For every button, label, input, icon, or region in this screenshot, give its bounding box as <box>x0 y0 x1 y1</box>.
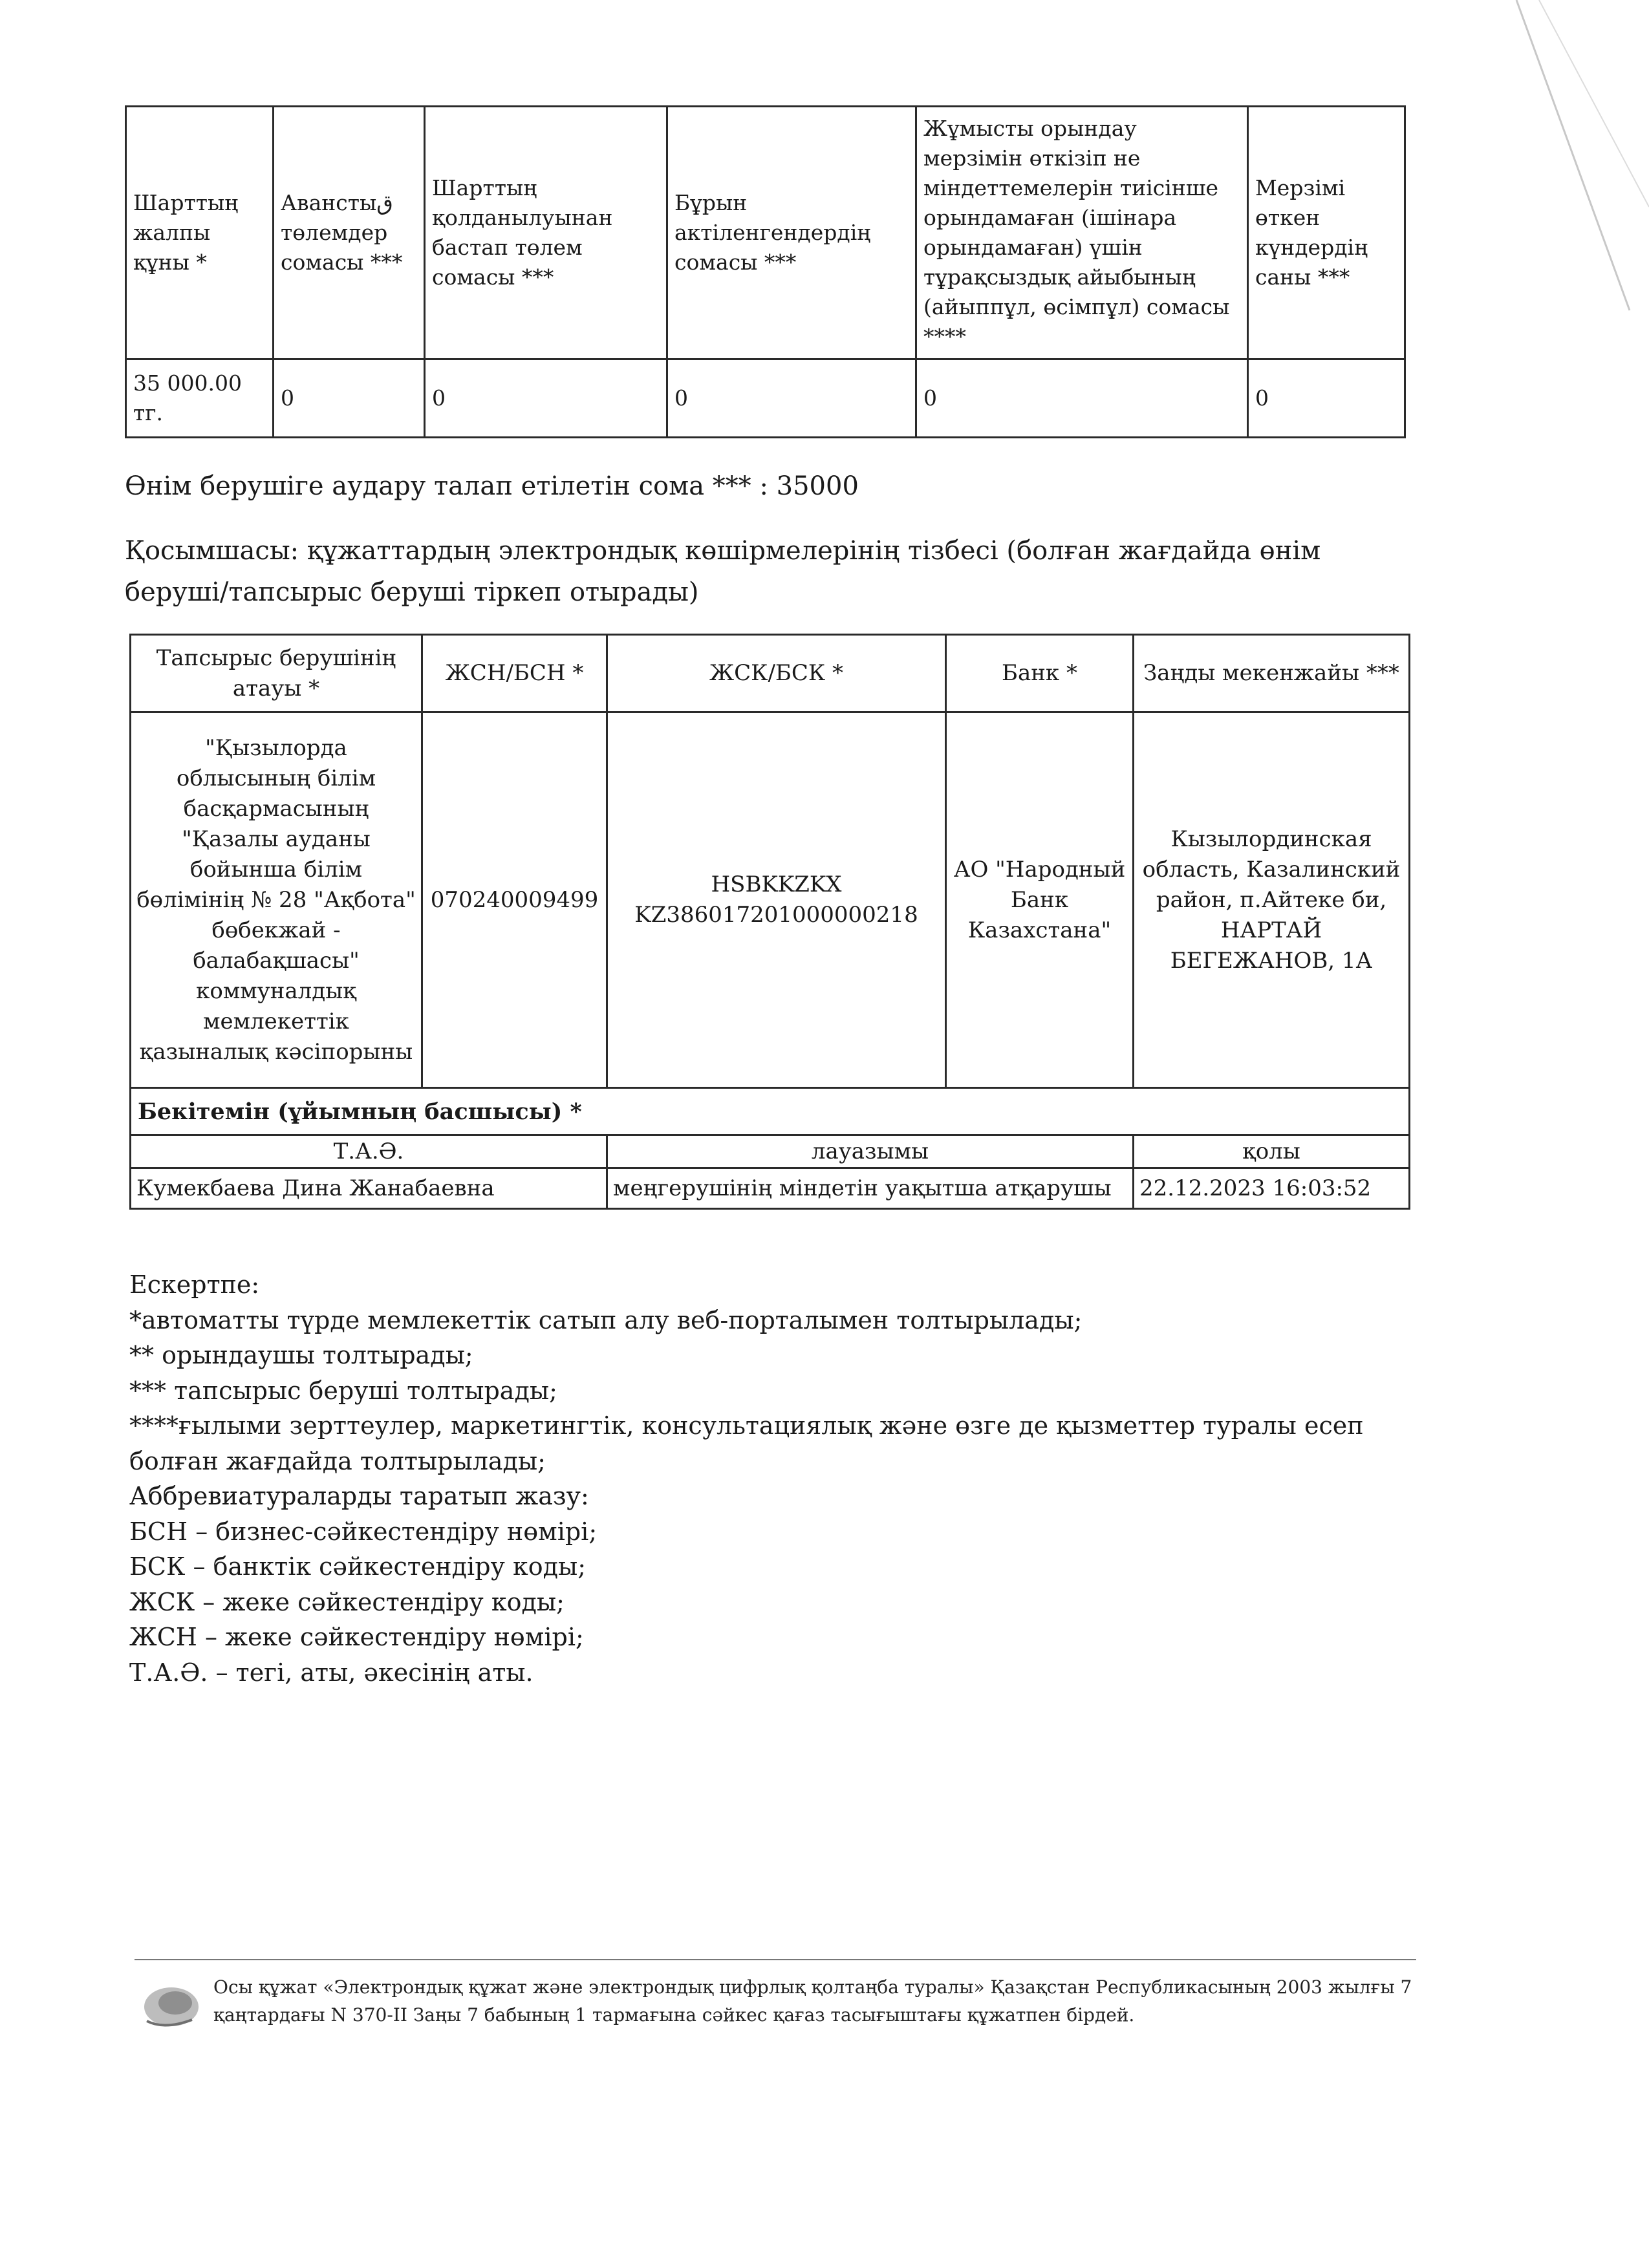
header-cell-signature: қолы <box>1134 1135 1410 1168</box>
header-cell-bank: Банк * <box>946 635 1134 712</box>
attachment-line-2: беруші/тапсырыс беруші тіркеп отырады) <box>125 577 699 607</box>
cell-iik-bik: HSBKKZKX KZ386017201000000218 <box>607 712 946 1088</box>
cell-penalty: 0 <box>916 359 1248 438</box>
signature-row <box>131 1168 1410 1209</box>
page-corner-scan-artifact <box>1455 0 1649 388</box>
table-row <box>126 359 1405 438</box>
header-cell-customer-name: Тапсырыс берушінің атауы * <box>131 635 422 712</box>
header-cell-penalty: Жұмысты орындау мерзімін өткізіп не міндеттемелерін тиісінше орындамаған (ішінара орындамаған) үшін тұрақсыздық айыбының (айыппұл, өсімпұл) сомасы **** <box>916 107 1248 359</box>
cell-overdue-days: 0 <box>1248 359 1405 438</box>
header-cell-full-name: Т.А.Ә. <box>131 1135 607 1168</box>
approval-title: Бекітемін (ұйымның басшысы) * <box>131 1088 1410 1135</box>
notes-section <box>129 1267 1364 1690</box>
table-row <box>131 712 1410 1088</box>
header-cell-contract-total: Шарттың жалпы құны * <box>126 107 274 359</box>
note-line: *** тапсырыс беруші толтырады; <box>129 1376 557 1405</box>
table-header-row <box>126 107 1405 359</box>
cell-paid-since-start: 0 <box>425 359 667 438</box>
header-cell-iik-bik: ЖСК/БСК * <box>607 635 946 712</box>
cell-customer-name: "Қызылорда облысының білім басқармасының "Қазалы ауданы бойынша білім бөлімінің № 28 "Ақбота" бөбекжай - балабақшасы" коммуналдық мемлекеттік қазыналық кәсіпорыны <box>131 712 422 1088</box>
header-cell-advance: Аванстыق төлемдер сомасы *** <box>274 107 425 359</box>
note-line: Аббревиатураларды таратып жазу: <box>129 1482 589 1510</box>
cell-contract-total: 35 000.00 тг. <box>126 359 274 438</box>
approval-title-row <box>131 1088 1410 1135</box>
header-cell-iin-bin: ЖСН/БСН * <box>422 635 607 712</box>
footer-legal-note: Осы құжат «Электрондық құжат және электрондық цифрлық қолтаңба туралы» Қазақстан Республикасының 2003 жылғы 7 қаңтардағы N 370-II Заңы 7 бабының 1 тармағына сәйкес қағаз тасығыштағы құжатпен бірдей. <box>213 1976 1412 2026</box>
cell-legal-address: Кызылординская область, Казалинский район, п.Айтеке би, НАРТАЙ БЕГЕЖАНОВ, 1А <box>1134 712 1410 1088</box>
sum-to-transfer-line: Өнім берушіге аудару талап етілетін сома *** : 35000 <box>125 471 859 501</box>
header-cell-legal-address: Заңды мекенжайы *** <box>1134 635 1410 712</box>
note-line: БСК – банктік сәйкестендіру коды; <box>129 1552 587 1581</box>
note-line: ****ғылыми зерттеулер, маркетингтік, консультациялық және өзге де қызметтер туралы есеп <box>129 1411 1364 1440</box>
note-line: ** орындаушы толтырады; <box>129 1341 473 1369</box>
cell-iin-bin: 070240009499 <box>422 712 607 1088</box>
cell-advance: 0 <box>274 359 425 438</box>
note-line: *автоматты түрде мемлекеттік сатып алу веб-порталымен толтырылады; <box>129 1305 1083 1334</box>
cell-previously-accepted: 0 <box>667 359 916 438</box>
cell-signature-timestamp: 22.12.2023 16:03:52 <box>1134 1168 1410 1209</box>
header-cell-overdue-days: Мерзімі өткен күндердің саны *** <box>1248 107 1405 359</box>
header-cell-paid-since-start: Шарттың қолданылуынан бастап төлем сомасы *** <box>425 107 667 359</box>
note-line: Т.А.Ә. – тегі, аты, әкесінің аты. <box>129 1658 534 1687</box>
attachment-line-1: Қосымшасы: құжаттардың электрондық көшірмелерінің тізбесі (болған жағдайда өнім <box>125 536 1321 566</box>
signature-header-row <box>131 1135 1410 1168</box>
payment-summary-table <box>125 105 1406 438</box>
note-line: БСН – бизнес-сәйкестендіру нөмірі; <box>129 1517 598 1546</box>
footer-divider <box>135 1959 1416 1960</box>
note-line: ЖСН – жеке сәйкестендіру нөмірі; <box>129 1623 584 1651</box>
cell-full-name: Кумекбаева Дина Жанабаевна <box>131 1168 607 1209</box>
egov-seal-icon <box>139 1984 204 2033</box>
cell-position: меңгерушінің міндетін уақытша атқарушы <box>607 1168 1134 1209</box>
notes-heading: Ескертпе: <box>129 1270 260 1299</box>
note-line: ЖСК – жеке сәйкестендіру коды; <box>129 1587 565 1616</box>
note-line: болған жағдайда толтырылады; <box>129 1446 546 1475</box>
header-cell-position: лауазымы <box>607 1135 1134 1168</box>
table-header-row <box>131 635 1410 712</box>
header-cell-previously-accepted: Бұрын актіленгендердің сомасы *** <box>667 107 916 359</box>
cell-bank: АО "Народный Банк Казахстана" <box>946 712 1134 1088</box>
customer-details-table <box>129 634 1410 1210</box>
